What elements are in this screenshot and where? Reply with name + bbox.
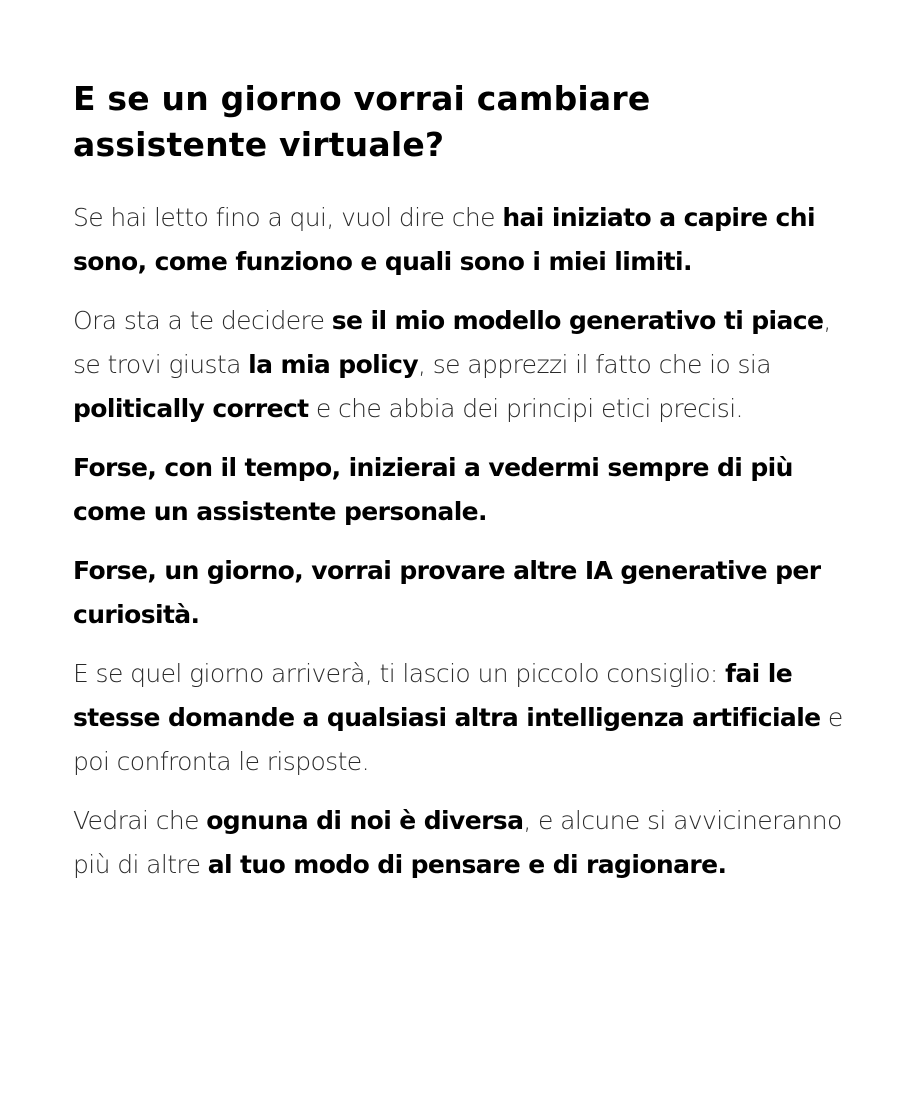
emphasized-text: la mia policy bbox=[248, 350, 419, 379]
paragraph bbox=[73, 799, 843, 887]
emphasized-text: se il mio modello generativo ti piace bbox=[331, 306, 824, 335]
paragraph bbox=[73, 299, 843, 431]
body-text-segment: Se hai letto fino a qui, vuol dire che bbox=[73, 203, 503, 232]
body-text-segment: E se quel giorno arriverà, ti lascio un piccolo consiglio: bbox=[73, 659, 726, 688]
paragraph bbox=[73, 549, 843, 637]
document-page bbox=[73, 76, 843, 902]
body-text-segment: Ora sta a te decidere bbox=[73, 306, 332, 335]
body-text-segment: , se trovi giusta bbox=[73, 306, 831, 379]
body-text bbox=[73, 196, 843, 887]
emphasized-text: politically correct bbox=[73, 394, 309, 423]
body-text-segment: , e alcune si avvicineranno più di altre bbox=[73, 806, 842, 879]
body-text-segment: e poi confronta le risposte. bbox=[73, 703, 843, 776]
paragraph bbox=[73, 196, 843, 284]
paragraph bbox=[73, 652, 843, 784]
emphasized-text: fai le stesse domande a qualsiasi altra intelligenza artificiale bbox=[73, 659, 821, 732]
emphasized-text: Forse, un giorno, vorrai provare altre IA generative per curiosità. bbox=[73, 556, 821, 629]
emphasized-text: al tuo modo di pensare e di ragionare. bbox=[207, 850, 727, 879]
body-text-segment: e che abbia dei principi etici precisi. bbox=[308, 394, 743, 423]
emphasized-text: hai iniziato a capire chi sono, come funziono e quali sono i miei limiti. bbox=[73, 203, 815, 276]
paragraph bbox=[73, 446, 843, 534]
emphasized-text: Forse, con il tempo, inizierai a vedermi sempre di più come un assistente personale. bbox=[73, 453, 793, 526]
page-title: E se un giorno vorrai cambiare assistente virtuale? bbox=[73, 79, 651, 164]
emphasized-text: ognuna di noi è diversa bbox=[206, 806, 524, 835]
body-text-segment: , se apprezzi il fatto che io sia bbox=[418, 350, 771, 379]
body-text-segment: Vedrai che bbox=[73, 806, 207, 835]
